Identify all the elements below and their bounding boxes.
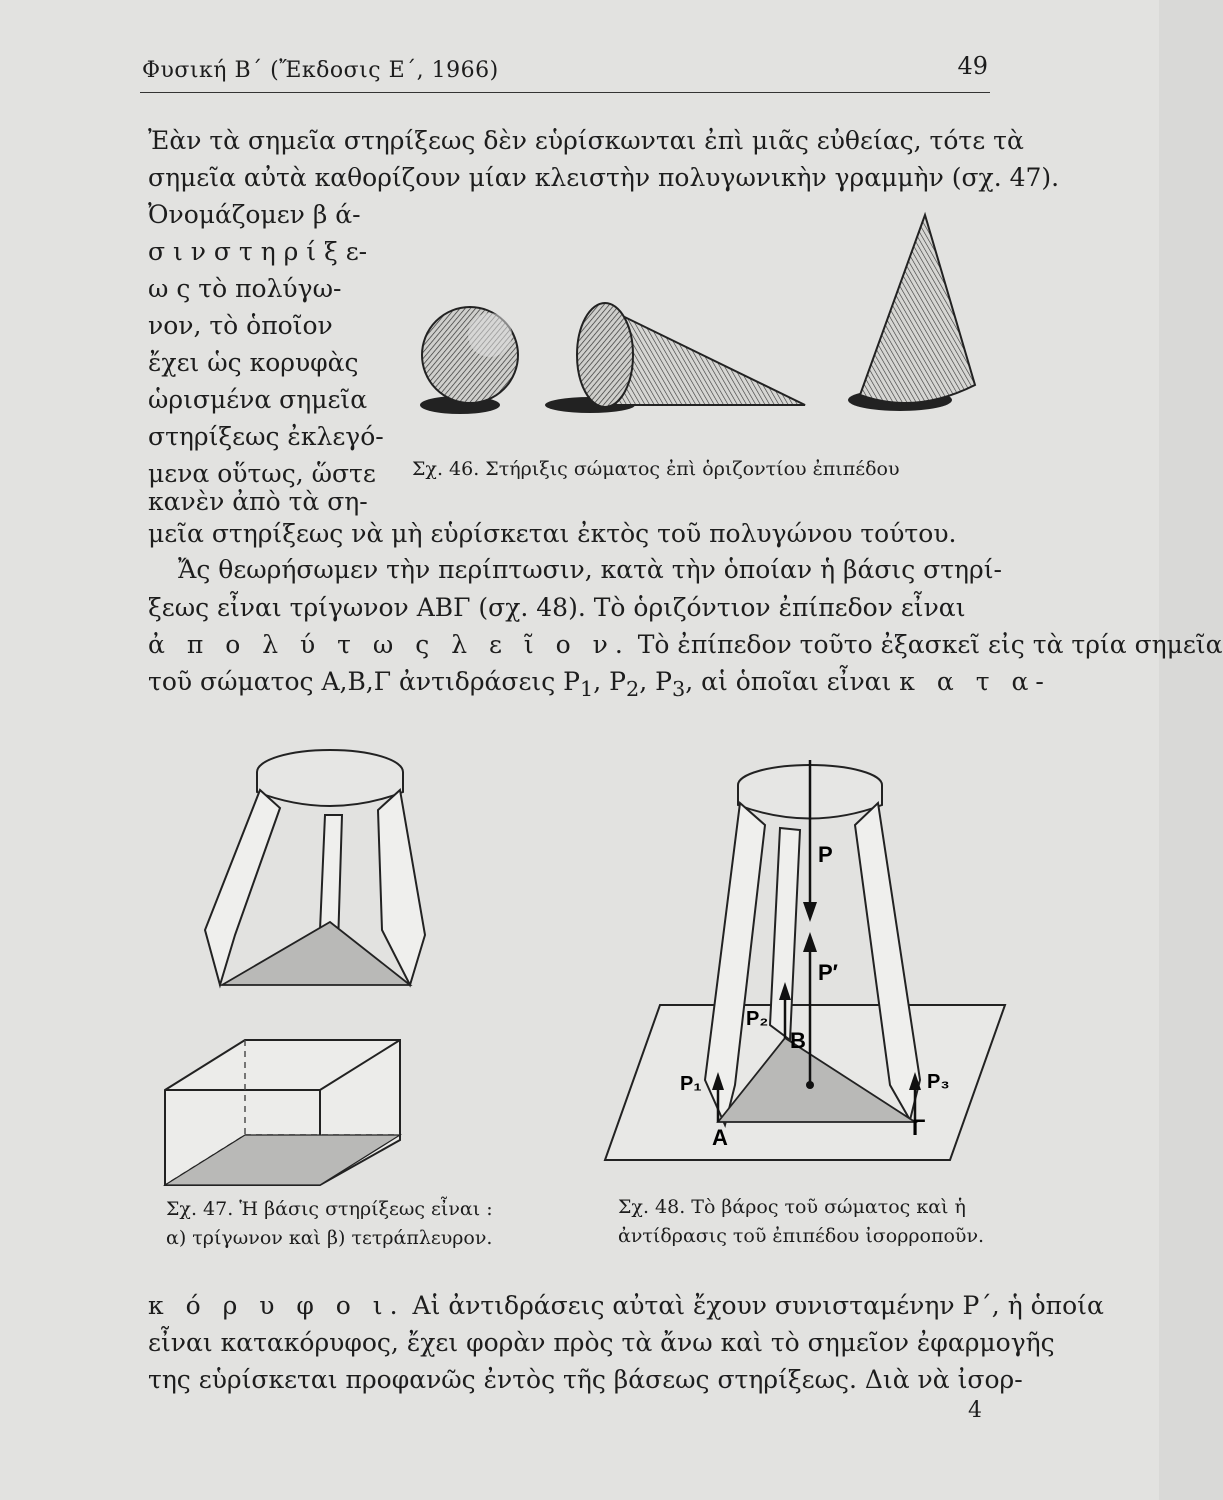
- caption-fig47-line2: α) τρίγωνον καὶ β) τετράπλευρον.: [166, 1227, 493, 1249]
- label-B: B: [790, 1028, 806, 1053]
- caption-fig48-line2: ἀντίδρασις τοῦ ἐπιπέδου ἰσορροποῦν.: [618, 1225, 985, 1247]
- text-line: κανὲν ἀπὸ τὰ ση-: [148, 487, 368, 516]
- text-span: , P: [639, 667, 672, 696]
- text-line: εἶναι κατακόρυφος, ἔχει φορὰν πρὸς τὰ ἄνω καὶ τὸ σημεῖον ἐφαρμογῆς: [148, 1328, 1055, 1357]
- running-head: Φυσική Β΄ (Ἔκδοσις Ε΄, 1966): [142, 58, 499, 83]
- stool-seat-rim: [257, 772, 403, 806]
- text-line: [148, 626, 1223, 663]
- text-line: στηρίξεως ἐκλεγό-: [148, 422, 384, 451]
- text-span: τοῦ σώματος Α,Β,Γ ἀντιδράσεις P: [148, 667, 580, 696]
- text-line: Ὀνομάζομεν β ά-: [148, 200, 361, 229]
- caption-fig48-line1: Σχ. 48. Τὸ βάρος τοῦ σώματος καὶ ἡ: [618, 1196, 966, 1218]
- text-line: ξεως εἶναι τρίγωνον ΑΒΓ (σχ. 48). Τὸ ὁριζόντιον ἐπίπεδον εἶναι: [148, 593, 966, 622]
- text-line: Ἄς θεωρήσωμεν τὴν περίπτωσιν, κατὰ τὴν ὁποίαν ἡ βάσις στηρί-: [178, 555, 1002, 584]
- force-P-arrowhead: [803, 902, 817, 922]
- caption-fig47-line1: Σχ. 47. Ἡ βάσις στηρίξεως εἶναι :: [166, 1198, 493, 1220]
- spaced-word: ἀ π ο λ ύ τ ω ς λ ε ῖ ο ν.: [148, 630, 630, 659]
- figure-46: [400, 205, 1000, 445]
- text-line: σ ι ν σ τ η ρ ί ξ ε-: [148, 237, 368, 266]
- caption-fig46: Σχ. 46. Στήριξις σώματος ἐπὶ ὁριζοντίου ἐπιπέδου: [412, 458, 900, 480]
- text-line: νον, τὸ ὁποῖον: [148, 311, 333, 340]
- subscript: 2: [625, 677, 640, 701]
- stool-leg-right: [378, 790, 425, 985]
- text-line: [148, 1287, 1104, 1324]
- sphere-highlight: [468, 313, 512, 357]
- label-P: P: [818, 842, 833, 867]
- figure-47: [160, 720, 590, 1180]
- text-line: μενα οὕτως, ὥστε: [148, 459, 376, 488]
- text-line: [148, 663, 1051, 708]
- text-span: , P: [593, 667, 626, 696]
- text-span: , αἱ ὁποῖαι εἶναι: [685, 667, 900, 696]
- label-P3: P₃: [927, 1071, 950, 1093]
- text-line: μεῖα στηρίξεως νὰ μὴ εὑρίσκεται ἐκτὸς τοῦ πολυγώνου τούτου.: [148, 519, 957, 548]
- signature-mark: 4: [968, 1398, 982, 1423]
- text-line: Ἐὰν τὰ σημεῖα στηρίξεως δὲν εὑρίσκωνται ἐπὶ μιᾶς εὐθείας, τότε τὰ: [148, 126, 1024, 155]
- text-line: ἔχει ὡς κορυφὰς: [148, 348, 359, 377]
- page-header: [140, 52, 990, 93]
- page-number: 49: [957, 52, 988, 80]
- label-P2: P₂: [746, 1008, 769, 1030]
- stool-leg-left: [205, 790, 280, 985]
- lying-cone-base: [577, 303, 633, 407]
- text-line: της εὑρίσκεται προφανῶς ἐντὸς τῆς βάσεως στηρίξεως. Διὰ νὰ ἰσορ-: [148, 1365, 1023, 1394]
- label-G: Γ: [912, 1115, 926, 1140]
- text-line: ὡρισμένα σημεῖα: [148, 385, 368, 414]
- text-line: σημεῖα αὐτὰ καθορίζουν μίαν κλειστὴν πολυγωνικὴν γραμμὴν (σχ. 47).: [148, 163, 1060, 192]
- spaced-word: κ ό ρ υ φ ο ι.: [148, 1291, 405, 1320]
- label-A: A: [712, 1125, 728, 1150]
- text-span: Αἱ ἀντιδράσεις αὐταὶ ἔχουν συνισταμένην P΄, ἡ ὁποία: [404, 1291, 1104, 1320]
- subscript: 3: [671, 677, 686, 701]
- text-line: ω ς τὸ πολύγω-: [148, 274, 342, 303]
- spaced-word: κ α τ α-: [899, 667, 1051, 696]
- figure-48: [600, 740, 1020, 1160]
- text-span: Τὸ ἐπίπεδον τοῦτο ἐξασκεῖ εἰς τὰ τρία σημεῖα: [629, 630, 1223, 659]
- label-P1: P₁: [680, 1073, 702, 1095]
- subscript: 1: [579, 677, 594, 701]
- force-P-prime-arrowhead: [803, 932, 817, 952]
- label-P-prime: P′: [818, 960, 838, 985]
- upright-cone-body: [860, 215, 975, 403]
